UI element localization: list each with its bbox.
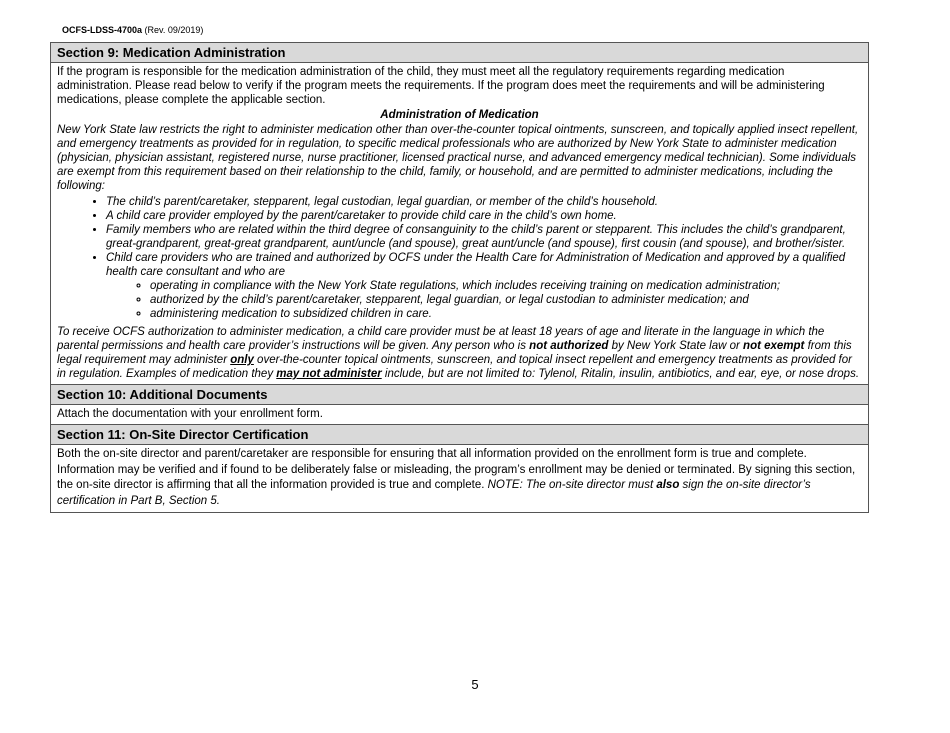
law-paragraph: New York State law restricts the right to administer medication other than over-the-counter topical ointments, sunscreen, and topically applied insect repellent, and emergency treatments as provided for in regulation, to specific medical professionals who are authorized by New York State to administer medication (physician, physician assistant, registered nurse, nurse practitioner, licensed practical nurse, and advanced emergency medical technician). Some individuals are exempt from this requirement based on their relationship to the child, family, or household, and are permitted to administer medications, including the following: [57, 124, 859, 192]
not-exempt-emphasis: not exempt [743, 340, 805, 352]
form-revision: (Rev. 09/2019) [144, 25, 204, 35]
administration-of-medication-heading: Administration of Medication [380, 109, 539, 121]
sub-list [106, 279, 862, 321]
section-9-intro: If the program is responsible for the medication administration of the child, they must meet all the regulatory requirements regarding medication administration. Please read below to verify if the program meets the requirements. If the program does meet the requirements and will be administering medications, please complete the applicable section. [57, 66, 825, 106]
also-emphasis: also [656, 479, 680, 492]
section-9-body [51, 63, 868, 384]
exemption-list [57, 195, 862, 321]
sub-list-item: ◦ operating in compliance with the New York State regulations, which includes receiving training on medication administration; [150, 279, 862, 293]
list-item: • The child’s parent/caretaker, stepparent, legal custodian, legal guardian, or member of the child’s household. [106, 195, 862, 209]
list-item: • A child care provider employed by the parent/caretaker to provide child care in the child’s own home. [106, 209, 862, 223]
section-10-body: Attach the documentation with your enrollment form. [57, 408, 323, 420]
sub-list-item: ◦ administering medication to subsidized children in care. [150, 307, 862, 321]
list-item-text: Child care providers who are trained and authorized by OCFS under the Health Care for Administration of Medication and approved by a qualified health care consultant and who are [106, 252, 846, 278]
form-sections-box [50, 42, 869, 513]
section-10-title: Section 10: Additional Documents [51, 384, 868, 405]
section-11-body: Both the on-site director and parent/caretaker are responsible for ensuring that all information provided on the enrollment form is true and complete. Information may be verified and if found to be deliberately false or misleading, the program’s enrollment may be denied or terminated. By signing this section, the on-site director is affirming that all the information provided is true and complete. NOTE: The on-site director must also sign the on-site director’s certification in Part B, Section 5. [57, 448, 856, 507]
sub-list-item: ◦ authorized by the child’s parent/caretaker, stepparent, legal guardian, or legal custodian to administer medication; and [150, 293, 862, 307]
section-9-title: Section 9: Medication Administration [51, 43, 868, 63]
not-authorized-emphasis: not authorized [529, 340, 609, 352]
list-item [106, 251, 862, 321]
page-number: 5 [471, 677, 479, 692]
only-emphasis: only [230, 354, 254, 366]
form-code: OCFS-LDSS-4700a [62, 25, 143, 35]
section-11-title: Section 11: On-Site Director Certification [51, 424, 868, 445]
form-identifier [62, 25, 203, 35]
may-not-administer-emphasis: may not administer [276, 368, 382, 380]
list-item: • Family members who are related within the third degree of consanguinity to the child’s parent or stepparent. This includes the child’s grandparent, great-grandparent, great-great grandparent, aunt/uncle (and spouse), great aunt/uncle (and spouse), first cousin (and spouse), and brother/sister. [106, 223, 862, 251]
authorization-paragraph: To receive OCFS authorization to administer medication, a child care provider must be at least 18 years of age and literate in the language in which the parental permissions and health care provider’s instructions will be given. Any person who is not authorized by New York State law or not exempt from this legal requirement may administer only over-the-counter topical ointments, sunscreen, and topical insect repellent and emergency treatments as provided for in regulation. Examples of medication they may not administer include, but are not limited to: Tylenol, Ritalin, insulin, antibiotics, and ear, eye, or nose drops. [57, 326, 860, 380]
